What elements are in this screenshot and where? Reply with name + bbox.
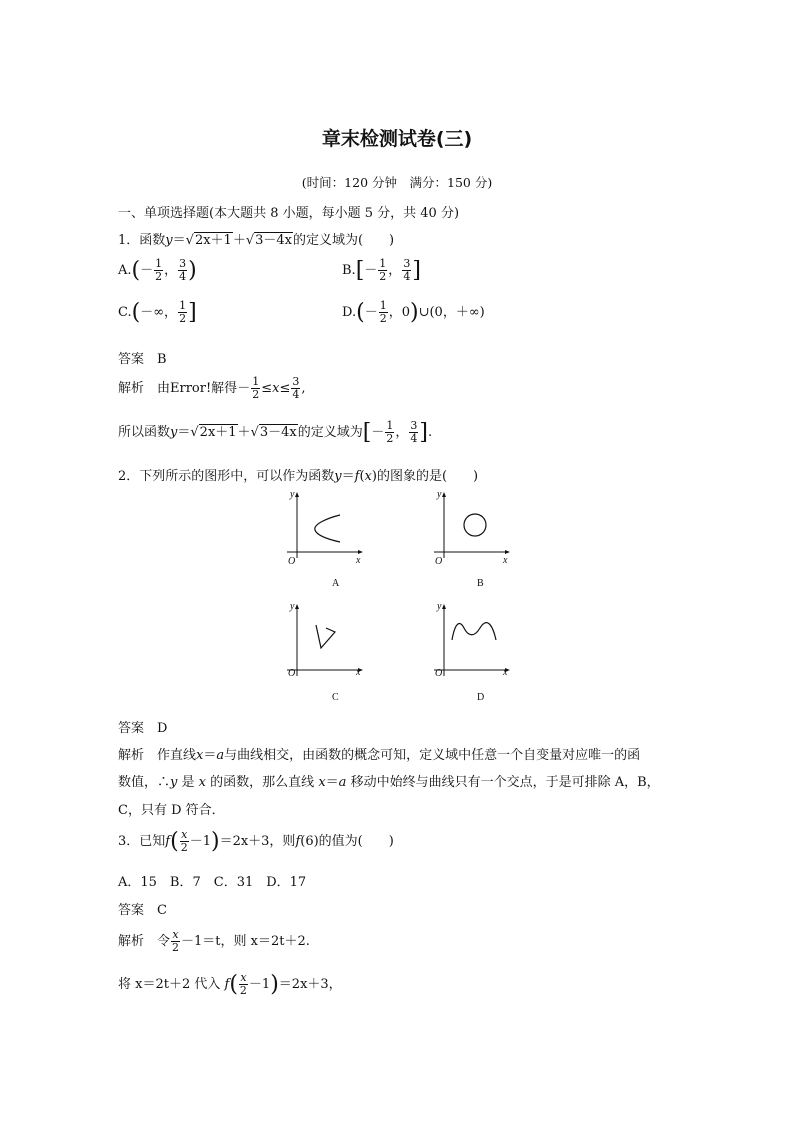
graph-c-y-label: y	[290, 601, 295, 612]
graph-d-caption: D	[477, 692, 485, 703]
section-heading: 一、单项选择题(本大题共 8 小题，每小题 5 分，共 40 分)	[118, 206, 460, 221]
answer-3: 答案 C	[118, 903, 167, 918]
graph-b-caption: B	[477, 578, 484, 589]
question-3-stem: 3．已知f( $\frac{x}{2}$ －1)＝2x＋3，则f(6)的值为( )	[118, 828, 394, 854]
graph-b-origin: O	[435, 556, 443, 567]
graph-a-origin: O	[288, 556, 296, 567]
analysis-2-line3: C，只有 D 符合．	[118, 803, 225, 818]
analysis-1: 解析 由Error!解得－ $\frac{1}{2}$ ≤x≤ $\frac{3}{4}$ ,	[118, 375, 306, 401]
graph-b-x-label: x	[503, 555, 508, 566]
answer-1: 答案 B	[118, 352, 167, 367]
graph-c-origin: O	[288, 668, 296, 679]
graph-a-y-label: y	[290, 489, 295, 500]
graph-d-x-label: x	[503, 667, 508, 678]
analysis-1-line2: 所以函数y＝√2x＋1＋√3－4x的定义域为[－ $\frac{1}{2}$ ， $\frac{3}{4}$ ].	[118, 419, 433, 445]
option-c: C.(－∞， $\frac{1}{2}$ ]	[118, 299, 197, 325]
graph-d-y-label: y	[437, 601, 442, 612]
graph-c-caption: C	[332, 692, 339, 703]
question-3-options: A．15 B．7 C．31 D．17	[118, 875, 307, 890]
graph-b-y-label: y	[437, 489, 442, 500]
option-a: A.(－ $\frac{1}{2}$ ， $\frac{3}{4}$ )	[118, 257, 197, 283]
analysis-3-line2: 将 x＝2t＋2 代入 f( $\frac{x}{2}$ －1)＝2x＋3，	[118, 971, 342, 997]
question-1-stem: 1．函数y＝√2x＋1＋√3－4x的定义域为( )	[118, 233, 395, 248]
exam-info: (时间：120 分钟 满分：150 分)	[301, 175, 493, 190]
option-b: B.[－ $\frac{1}{2}$ ， $\frac{3}{4}$ ]	[342, 257, 421, 283]
question-2-stem: 2．下列所示的图形中，可以作为函数y＝f(x)的图象的是( )	[118, 469, 479, 484]
analysis-3-line1: 解析 令 $\frac{x}{2}$ －1＝t，则 x＝2t＋2.	[118, 928, 310, 954]
option-d: D.(－ $\frac{1}{2}$ ，0)∪(0，＋∞)	[342, 299, 485, 325]
analysis-2-line2: 数值，∴y 是 x 的函数，那么直线 x＝a 移动中始终与曲线只有一个交点，于是可排除 A，B，	[118, 775, 660, 790]
analysis-2-line1: 解析 作直线x＝a与曲线相交，由函数的概念可知，定义域中任意一个自变量对应唯一的函	[118, 748, 641, 763]
graph-c-x-label: x	[356, 667, 361, 678]
graph-a-caption: A	[332, 578, 340, 589]
answer-2: 答案 D	[118, 721, 168, 736]
graph-d-origin: O	[435, 668, 443, 679]
page-title: 章末检测试卷(三)	[321, 128, 473, 150]
graph-a-x-label: x	[356, 555, 361, 566]
